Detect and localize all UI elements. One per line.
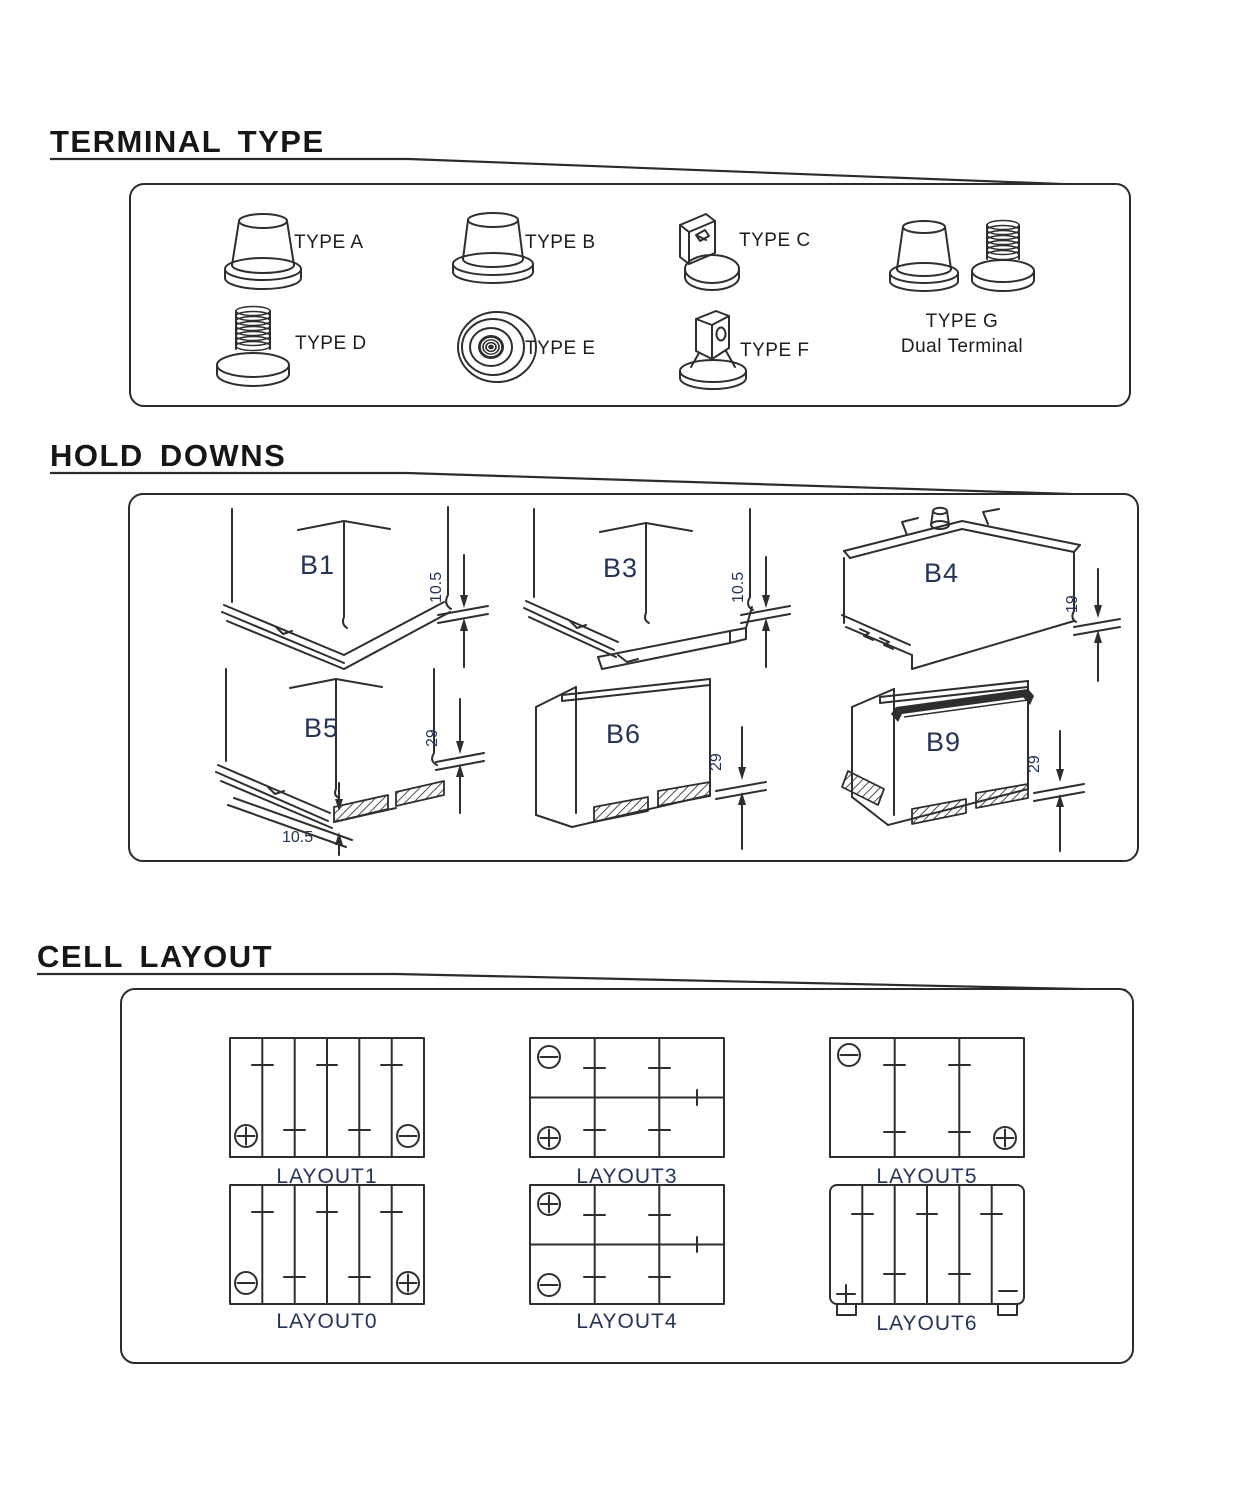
terminal-type-label: TYPE G	[925, 311, 999, 332]
hold-down-label: B5	[304, 713, 340, 743]
negative-terminal-icon	[838, 1044, 860, 1066]
negative-terminal-icon	[538, 1046, 560, 1068]
hold-down-b1-drawing	[192, 505, 492, 683]
positive-terminal-icon	[538, 1127, 560, 1149]
positive-terminal-icon	[837, 1285, 855, 1303]
hold-down-b9	[822, 667, 1122, 857]
negative-terminal-icon	[538, 1274, 560, 1296]
hold-down-label: B9	[926, 727, 962, 757]
cell-layout-label: LAYOUT3	[576, 1165, 678, 1188]
terminal-type-sublabel: Dual Terminal	[900, 336, 1024, 357]
hold-down-label: B4	[924, 558, 960, 588]
layout3-diagram	[527, 1035, 727, 1160]
type-d-terminal-icon	[201, 297, 306, 397]
hold-down-b5-drawing	[192, 667, 492, 857]
terminal-type-label: TYPE A	[294, 232, 364, 253]
cell-layout-layout5	[827, 1035, 1037, 1188]
hold-down-label: B3	[603, 553, 639, 583]
dimension-label: 10.5	[282, 829, 314, 846]
negative-terminal-icon	[235, 1272, 257, 1294]
cell-layout-layout1	[227, 1035, 437, 1188]
cell-layout-layout0	[227, 1182, 437, 1337]
cell-layout-panel	[120, 988, 1134, 1364]
layout5-diagram	[827, 1035, 1027, 1160]
dimension-label: 10.5	[730, 571, 747, 603]
cell-layout-label: LAYOUT1	[276, 1165, 378, 1188]
layout6-diagram	[827, 1182, 1027, 1322]
terminal-type-label: TYPE B	[525, 232, 596, 253]
hold-downs-title: HOLD DOWNS	[50, 438, 287, 473]
cell-layout-label: LAYOUT0	[276, 1310, 378, 1333]
hold-down-b3	[498, 505, 798, 683]
dimension-label: 19	[1064, 595, 1081, 613]
layout0-diagram	[227, 1182, 427, 1307]
hold-down-b9-drawing	[822, 667, 1122, 857]
cell-layout-label: LAYOUT5	[876, 1165, 978, 1188]
cell-layout-label: LAYOUT6	[876, 1312, 978, 1335]
positive-terminal-icon	[397, 1272, 419, 1294]
layout4-diagram	[527, 1182, 727, 1307]
hold-down-b6-drawing	[510, 667, 810, 857]
positive-terminal-icon	[538, 1193, 560, 1215]
hold-down-b6	[510, 667, 810, 857]
terminal-type-label: TYPE F	[740, 340, 810, 361]
cell-layout-title: CELL LAYOUT	[37, 939, 274, 974]
terminal-type-label: TYPE C	[739, 230, 811, 251]
dimension-label: 29	[1026, 755, 1043, 773]
cell-layout-layout4	[527, 1182, 737, 1337]
type-c-terminal-icon	[656, 207, 756, 302]
dimension-label: 29	[708, 753, 725, 771]
dimension-label: 10.5	[428, 571, 445, 603]
cell-layout-label: LAYOUT4	[576, 1310, 678, 1333]
positive-terminal-icon	[235, 1125, 257, 1147]
hold-down-label: B1	[300, 550, 336, 580]
hold-downs-panel	[128, 493, 1139, 862]
hold-down-b1	[192, 505, 492, 683]
type-g-terminal-icon	[876, 205, 1051, 310]
hold-down-b5	[192, 667, 492, 857]
hold-down-label: B6	[606, 719, 642, 749]
dimension-label: 29	[424, 729, 441, 747]
terminal-type-label: TYPE E	[525, 338, 596, 359]
hold-down-b4	[812, 503, 1122, 688]
cell-layout-layout6	[827, 1182, 1037, 1337]
cell-layout-layout3	[527, 1035, 737, 1188]
terminal-type-title: TERMINAL TYPE	[50, 124, 325, 159]
positive-terminal-icon	[994, 1127, 1016, 1149]
terminal-type-panel	[129, 183, 1131, 407]
hold-down-b3-drawing	[498, 505, 798, 683]
terminal-type-label: TYPE D	[295, 333, 367, 354]
negative-terminal-icon	[397, 1125, 419, 1147]
layout1-diagram	[227, 1035, 427, 1160]
